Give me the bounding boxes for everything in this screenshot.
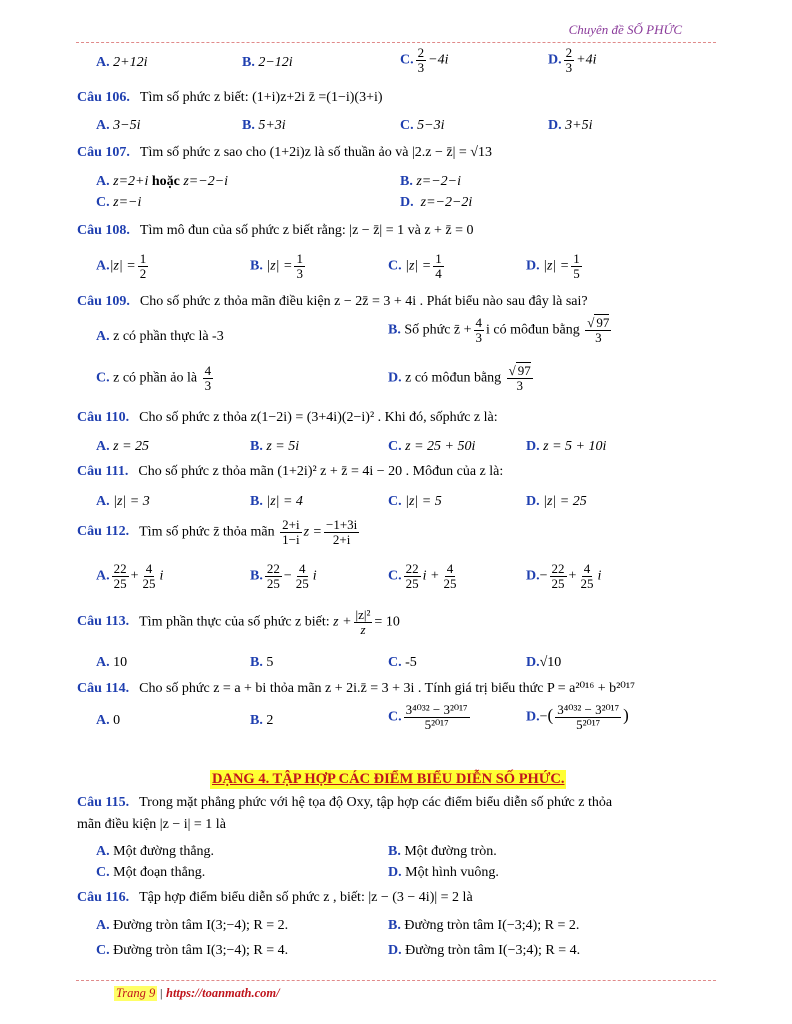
q116-option-b[interactable]: B. Đường tròn tâm I(−3;4); R = 2. (388, 918, 580, 933)
q112-option-d[interactable]: D.− $\frac{22}{25}$ + $\frac{4}{25}$ i (526, 561, 602, 591)
q105-option-a[interactable]: A. 2+12i (96, 55, 148, 70)
q112-option-b[interactable]: B. $\frac{22}{25}$ − $\frac{4}{25}$ i (250, 561, 317, 591)
q108-option-d[interactable]: D. |z| = $\frac{1}{5}$ (526, 251, 580, 281)
q105-option-b[interactable]: B. 2−12i (242, 55, 293, 70)
q114-option-d[interactable]: D.−( $\frac{\text{3⁴⁰³² − 3²⁰¹⁷}}{\text{5²⁰¹⁷}}$ ) (526, 702, 629, 732)
header-title: Chuyên đề SỐ PHỨC (568, 22, 682, 37)
q107-option-a[interactable]: A. z=2+i hoặc z=−2−i (96, 174, 229, 189)
q112-option-c[interactable]: C. $\frac{22}{25}$ i + $\frac{4}{25}$ (388, 561, 457, 591)
q112-option-a[interactable]: A. $\frac{22}{25}$ + $\frac{4}{25}$ i (96, 561, 164, 591)
question-107: Câu 107. Tìm số phức z sao cho (1+2i)z là số thuần ảo và |2.z − z̄| = √13 (77, 145, 492, 160)
footer-rule (76, 980, 716, 981)
q108-option-a[interactable]: A.|z| = $\frac{1}{2}$ (96, 251, 147, 281)
q108-option-c[interactable]: C. |z| = $\frac{1}{4}$ (388, 251, 442, 281)
question-108: Câu 108. Tìm mô đun của số phức z biết rằng: |z − z̄| = 1 và z + z̄ = 0 (77, 223, 474, 238)
q113-option-d[interactable]: D.√10 (526, 655, 562, 670)
q107-option-d[interactable]: D. z=−2−2i (400, 195, 473, 210)
q113-option-c[interactable]: C. -5 (388, 655, 417, 670)
q109-option-d[interactable]: D. z có môđun bằng $\frac{√ 97}{3}$ (388, 363, 531, 393)
header-rule (76, 42, 716, 43)
q116-option-c[interactable]: C. Đường tròn tâm I(3;−4); R = 4. (96, 943, 289, 958)
question-115: Câu 115. Trong mặt phẳng phức với hệ tọa độ Oxy, tập hợp các điểm biểu diễn số phức z thỏa (77, 795, 613, 810)
footer-url-link[interactable]: https://toanmath.com/ (166, 986, 280, 1000)
q106-option-d[interactable]: D. 3+5i (548, 118, 593, 133)
question-115-line2: mãn điều kiện |z − i| = 1 là (77, 817, 226, 832)
question-113: Câu 113. Tìm phần thực của số phức z biết: z + $\frac{\text{|z|²}}{z}$ = 10 (77, 607, 400, 637)
q111-option-c[interactable]: C. |z| = 5 (388, 494, 442, 509)
q115-option-d[interactable]: D. Một hình vuông. (388, 865, 499, 880)
question-109: Câu 109. Cho số phức z thỏa mãn điều kiện z − 2z̄ = 3 + 4i . Phát biểu nào sau đây là sai? (77, 294, 588, 309)
q106-option-c[interactable]: C. 5−3i (400, 118, 445, 133)
q115-option-a[interactable]: A. Một đường thẳng. (96, 844, 215, 859)
footer-page-number: Trang 9 (116, 986, 156, 1000)
question-114: Câu 114. Cho số phức z = a + bi thỏa mãn z + 2i.z̄ = 3 + 3i . Tính giá trị biểu thức P = a²⁰¹⁶ + b²⁰¹⁷ (77, 681, 635, 696)
q107-option-c[interactable]: C. z=−i (96, 195, 142, 210)
footer-separator: | (160, 986, 163, 1000)
q107-option-b[interactable]: B. z=−2−i (400, 174, 462, 189)
q106-option-b[interactable]: B. 5+3i (242, 118, 286, 133)
question-112: Câu 112. Tìm số phức z̄ thỏa mãn $\frac{2+i}{1-i}$ z = $\frac{-1+3i}{2+i}$ (77, 517, 358, 547)
q109-option-c[interactable]: C. z có phần ảo là $\frac{4}{3}$ (96, 363, 212, 393)
q115-option-b[interactable]: B. Một đường tròn. (388, 844, 497, 859)
q114-option-b[interactable]: B. 2 (250, 713, 274, 728)
q113-option-a[interactable]: A. 10 (96, 655, 128, 670)
section-heading: DẠNG 4. TẬP HỢP CÁC ĐIỂM BIỂU DIỄN SỐ PHỨC. (212, 771, 565, 787)
q110-option-b[interactable]: B. z = 5i (250, 439, 300, 454)
q115-option-c[interactable]: C. Một đoạn thẳng. (96, 865, 206, 880)
q109-option-a[interactable]: A. z có phần thực là -3 (96, 329, 224, 344)
q116-option-a[interactable]: A. Đường tròn tâm I(3;−4); R = 2. (96, 918, 289, 933)
q106-option-a[interactable]: A. 3−5i (96, 118, 141, 133)
q109-option-b[interactable]: B. Số phức z̄ + $\frac{4}{3}$ i có môđun bằng $\frac{√ 97}{3}$ (388, 315, 610, 345)
q110-option-c[interactable]: C. z = 25 + 50i (388, 439, 476, 454)
q111-option-b[interactable]: B. |z| = 4 (250, 494, 303, 509)
q111-option-a[interactable]: A. |z| = 3 (96, 494, 150, 509)
q110-option-a[interactable]: A. z = 25 (96, 439, 150, 454)
question-110: Câu 110. Cho số phức z thỏa z(1−2i) = (3+4i)(2−i)² . Khi đó, sốphức z là: (77, 410, 498, 425)
q105-option-d[interactable]: D. $\frac{2}{3}$ +4i (548, 45, 597, 75)
q114-option-a[interactable]: A. 0 (96, 713, 121, 728)
q114-option-c[interactable]: C. $\frac{\text{3⁴⁰³² − 3²⁰¹⁷}}{\text{5²⁰¹⁷}}$ (388, 702, 468, 732)
q105-option-c[interactable]: C. $\frac{2}{3}$ −4i (400, 45, 449, 75)
q110-option-d[interactable]: D. z = 5 + 10i (526, 439, 607, 454)
q111-option-d[interactable]: D. |z| = 25 (526, 494, 587, 509)
q113-option-b[interactable]: B. 5 (250, 655, 274, 670)
q108-option-b[interactable]: B. |z| = $\frac{1}{3}$ (250, 251, 303, 281)
question-106: Câu 106. Tìm số phức z biết: (1+i)z+2i z̄ =(1−i)(3+i) (77, 90, 383, 105)
question-116: Câu 116. Tập hợp điểm biểu diễn số phức z , biết: |z − (3 − 4i)| = 2 là (77, 890, 473, 905)
question-111: Câu 111. Cho số phức z thỏa mãn (1+2i)² z + z̄ = 4i − 20 . Môđun của z là: (77, 464, 504, 479)
q116-option-d[interactable]: D. Đường tròn tâm I(−3;4); R = 4. (388, 943, 581, 958)
